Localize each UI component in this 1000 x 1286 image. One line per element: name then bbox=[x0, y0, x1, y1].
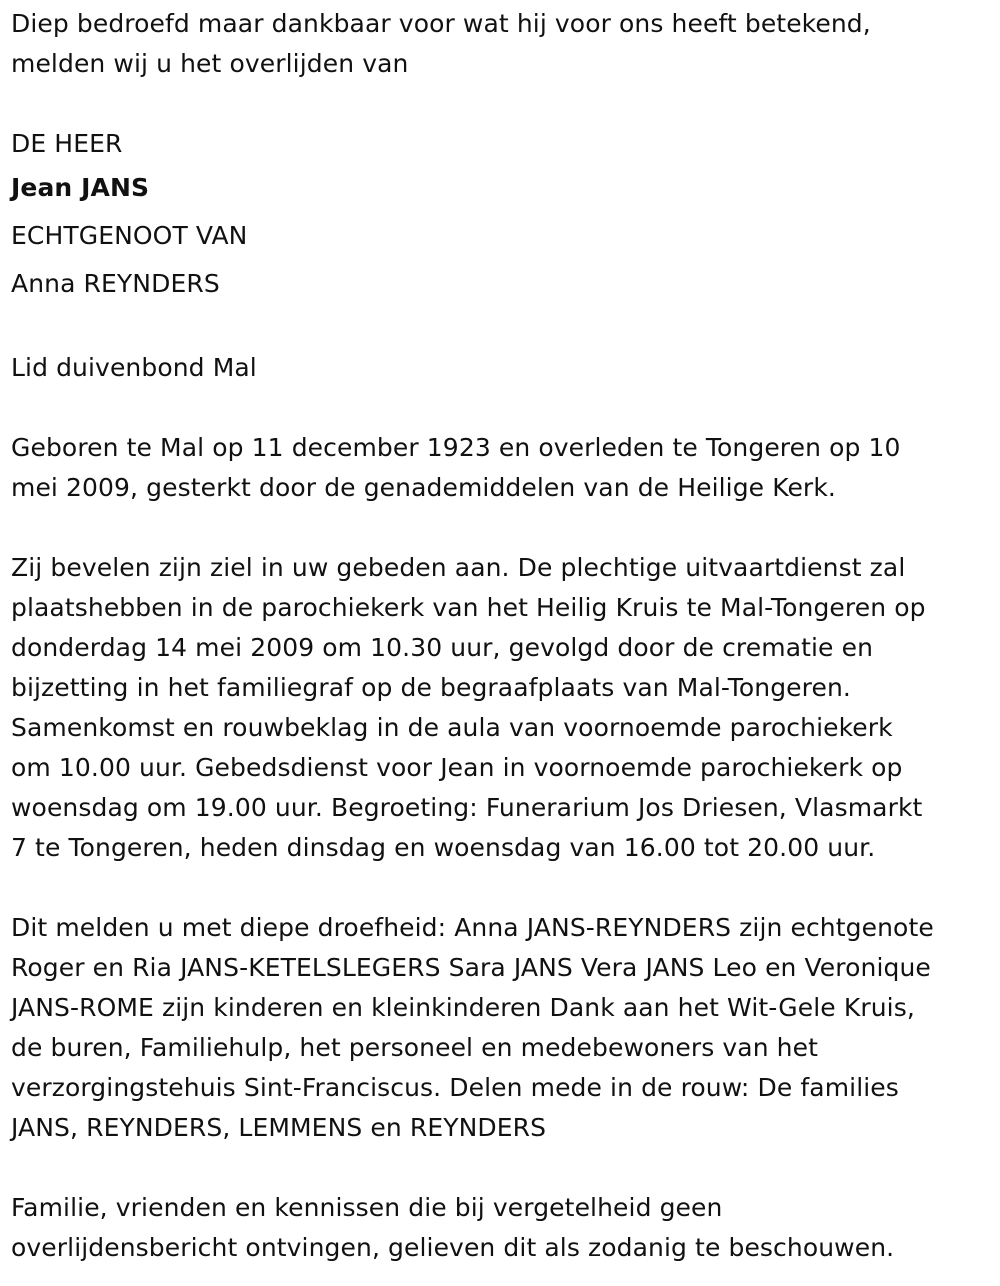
deceased-heading bbox=[11, 124, 991, 308]
service-paragraph bbox=[11, 548, 991, 868]
service-line: om 10.00 uur. Gebedsdienst voor Jean in voornoemde parochiekerk op bbox=[11, 753, 903, 782]
announcers-line: JANS, REYNDERS, LEMMENS en REYNDERS bbox=[11, 1113, 547, 1142]
membership-line: Lid duivenbond Mal bbox=[11, 353, 257, 382]
birth-death-line: Geboren te Mal op 11 december 1923 en overleden te Tongeren op 10 bbox=[11, 433, 901, 462]
birth-death-paragraph bbox=[11, 428, 991, 508]
intro-line: melden wij u het overlijden van bbox=[11, 49, 409, 78]
service-line: bijzetting in het familiegraf op de begraafplaats van Mal-Tongeren. bbox=[11, 673, 851, 702]
intro-paragraph bbox=[11, 4, 991, 84]
announcers-line: verzorgingstehuis Sint-Franciscus. Delen mede in de rouw: De families bbox=[11, 1073, 899, 1102]
announcers-line: de buren, Familiehulp, het personeel en medebewoners van het bbox=[11, 1033, 819, 1062]
relation-label: ECHTGENOOT VAN bbox=[11, 221, 248, 250]
announcers-line: Roger en Ria JANS-KETELSLEGERS Sara JANS Vera JANS Leo en Veronique bbox=[11, 953, 931, 982]
service-line: Samenkomst en rouwbeklag in de aula van voornoemde parochiekerk bbox=[11, 713, 893, 742]
honorific: DE HEER bbox=[11, 129, 123, 158]
deceased-name: Jean JANS bbox=[11, 173, 150, 202]
announcers-paragraph bbox=[11, 908, 991, 1148]
intro-line: Diep bedroefd maar dankbaar voor wat hij voor ons heeft betekend, bbox=[11, 9, 871, 38]
announcers-line: JANS-ROME zijn kinderen en kleinkinderen Dank aan het Wit-Gele Kruis, bbox=[11, 993, 915, 1022]
closing-line: Familie, vrienden en kennissen die bij vergetelheid geen bbox=[11, 1193, 723, 1222]
spouse-name: Anna REYNDERS bbox=[11, 269, 220, 298]
birth-death-line: mei 2009, gesterkt door de genademiddelen van de Heilige Kerk. bbox=[11, 473, 836, 502]
obituary-document bbox=[11, 4, 991, 1268]
service-line: 7 te Tongeren, heden dinsdag en woensdag van 16.00 tot 20.00 uur. bbox=[11, 833, 876, 862]
service-line: plaatshebben in de parochiekerk van het Heilig Kruis te Mal-Tongeren op bbox=[11, 593, 926, 622]
membership-paragraph bbox=[11, 348, 991, 388]
service-line: donderdag 14 mei 2009 om 10.30 uur, gevolgd door de crematie en bbox=[11, 633, 874, 662]
announcers-line: Dit melden u met diepe droefheid: Anna JANS-REYNDERS zijn echtgenote bbox=[11, 913, 934, 942]
service-line: Zij bevelen zijn ziel in uw gebeden aan. De plechtige uitvaartdienst zal bbox=[11, 553, 906, 582]
service-line: woensdag om 19.00 uur. Begroeting: Funerarium Jos Driesen, Vlasmarkt bbox=[11, 793, 923, 822]
closing-line: overlijdensbericht ontvingen, gelieven dit als zodanig te beschouwen. bbox=[11, 1233, 895, 1262]
closing-paragraph bbox=[11, 1188, 991, 1268]
